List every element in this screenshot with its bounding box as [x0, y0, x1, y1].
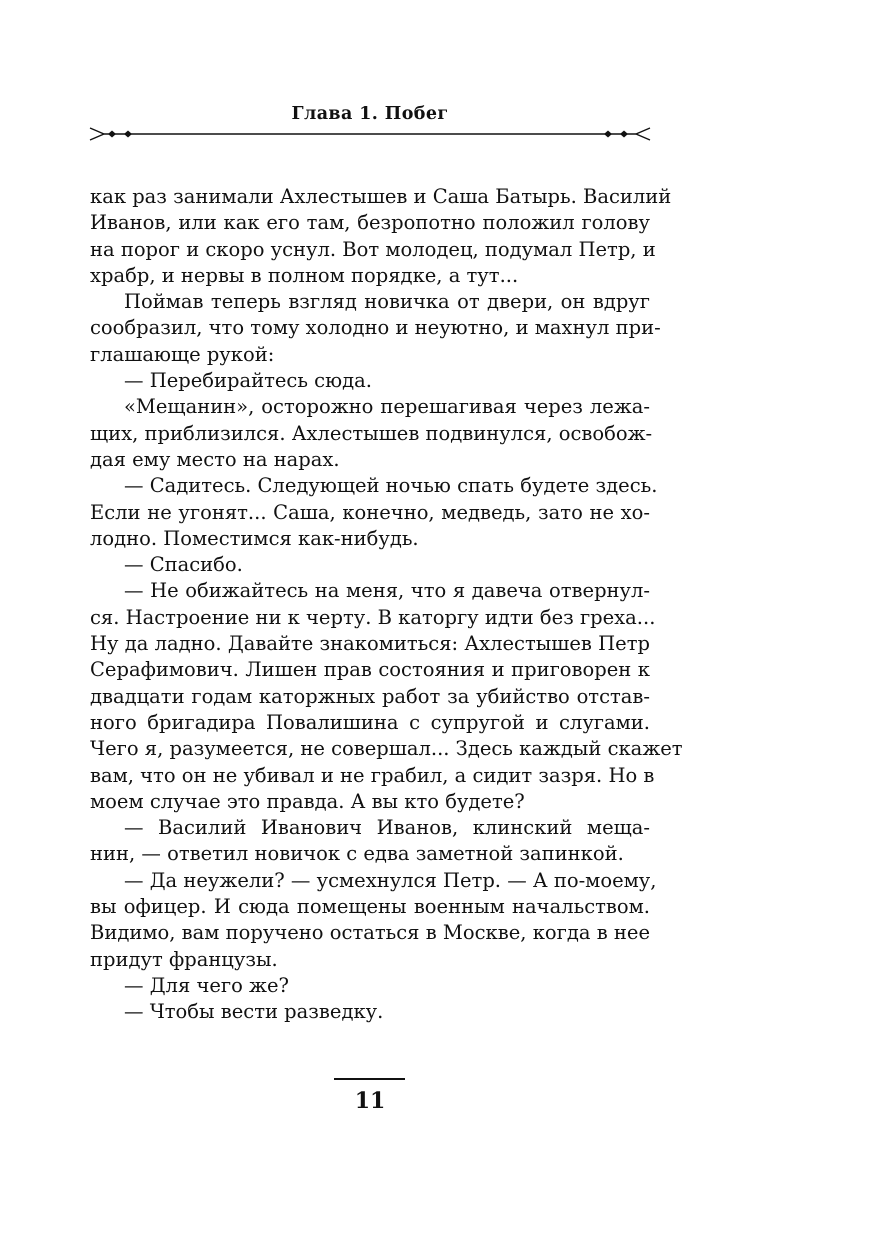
- text-line: Чего я, разумеется, не совершал... Здесь каждый скажет: [90, 737, 683, 761]
- text-line: моем случае это правда. А вы кто будете?: [90, 789, 525, 813]
- text-line: храбр, и нервы в полном порядке, а тут...: [90, 263, 519, 287]
- body-text: [90, 184, 683, 1026]
- text-line: двадцати годам каторжных работ за убийство отстав-: [90, 684, 650, 708]
- text-line: вам, что он не убивал и не грабил, а сидит зазря. Но в: [90, 763, 655, 787]
- page-number: 11: [354, 1088, 386, 1114]
- text-line: глашающе рукой:: [90, 342, 275, 366]
- header-ornament-rule: [88, 124, 652, 144]
- text-line: — Перебирайтесь сюда.: [124, 369, 372, 393]
- text-line: Иванов, или как его там, безропотно положил голову: [90, 211, 650, 235]
- text-line: — Садитесь. Следующей ночью спать будете здесь.: [124, 474, 658, 498]
- text-line: Ну да ладно. Давайте знакомиться: Ахлестышев Петр: [90, 632, 650, 656]
- text-line: Видимо, вам поручено остаться в Москве, когда в нее: [90, 921, 650, 945]
- text-line: — Чтобы вести разведку.: [124, 1000, 384, 1024]
- text-line: лодно. Поместимся как-нибудь.: [90, 526, 419, 550]
- text-line: сообразил, что тому холодно и неуютно, и махнул при-: [90, 316, 661, 340]
- text-line: Поймав теперь взгляд новичка от двери, он вдруг: [124, 290, 650, 314]
- text-line: нин, — ответил новичок с едва заметной запинкой.: [90, 842, 624, 866]
- text-line: — Да неужели? — усмехнулся Петр. — А по-моему,: [124, 868, 657, 892]
- text-line: — Василий Иванович Иванов, клинский меща-: [124, 816, 650, 840]
- text-line: ного бригадира Повалишина с супругой и слугами.: [90, 710, 650, 734]
- text-line: Серафимович. Лишен прав состояния и приговорен к: [90, 658, 650, 682]
- text-line: дая ему место на нарах.: [90, 447, 340, 471]
- text-line: придут французы.: [90, 947, 278, 971]
- text-line: — Не обижайтесь на меня, что я давеча отвернул-: [124, 579, 650, 603]
- text-line: — Спасибо.: [124, 553, 243, 577]
- text-line: щих, приблизился. Ахлестышев подвинулся, освобож-: [90, 421, 653, 445]
- text-line: как раз занимали Ахлестышев и Саша Батырь. Василий: [90, 185, 672, 208]
- text-line: — Для чего же?: [124, 973, 289, 997]
- footer-rule: [334, 1078, 405, 1080]
- text-line: на порог и скоро уснул. Вот молодец, подумал Петр, и: [90, 237, 656, 261]
- text-line: Если не угонят... Саша, конечно, медведь, зато не хо-: [90, 500, 650, 524]
- chapter-title: Глава 1. Побег: [291, 104, 449, 124]
- text-line: вы офицер. И сюда помещены военным начальством.: [90, 895, 650, 919]
- text-line: «Мещанин», осторожно перешагивая через лежа-: [124, 395, 650, 419]
- text-line: ся. Настроение ни к черту. В каторгу идти без греха...: [90, 605, 656, 629]
